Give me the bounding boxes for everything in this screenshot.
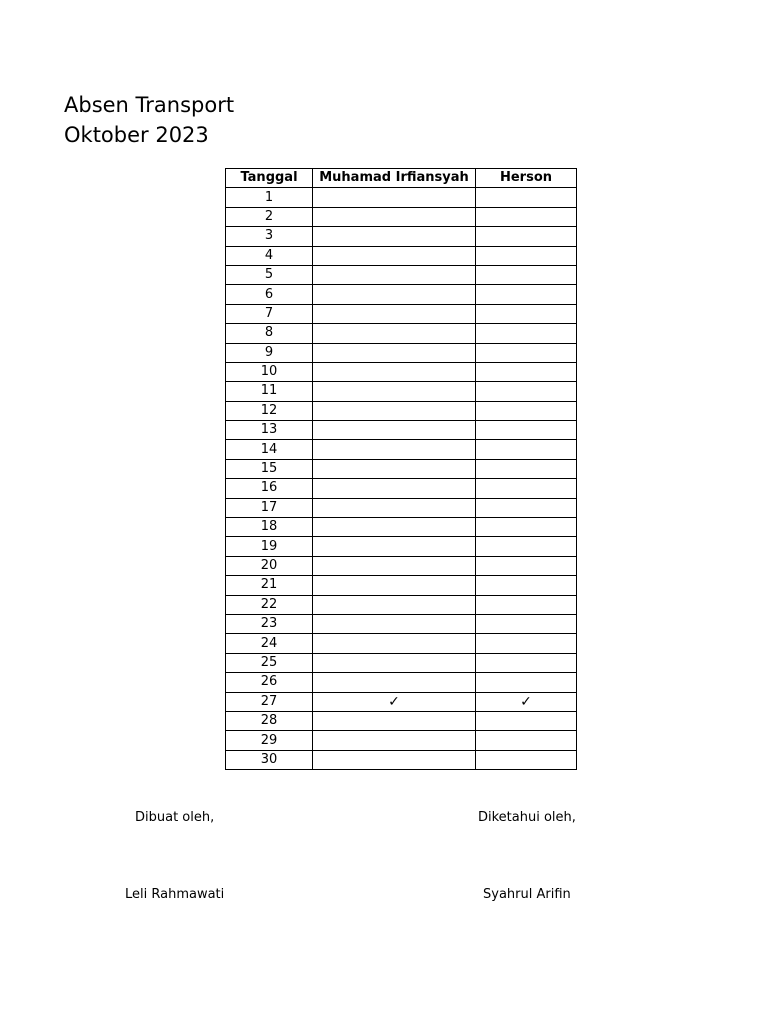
- date-cell: 24: [226, 634, 313, 653]
- signature-left-label: Dibuat oleh,: [135, 810, 215, 825]
- person-2-cell: [476, 731, 577, 750]
- table-row: [226, 324, 577, 343]
- date-cell: 29: [226, 731, 313, 750]
- date-cell: 18: [226, 518, 313, 537]
- date-cell: 12: [226, 401, 313, 420]
- person-1-cell: [313, 731, 476, 750]
- person-2-cell: [476, 246, 577, 265]
- person-1-cell: [313, 382, 476, 401]
- date-cell: 8: [226, 324, 313, 343]
- person-2-cell: [476, 207, 577, 226]
- person-1-cell: ✓: [313, 692, 476, 711]
- person-2-cell: [476, 479, 577, 498]
- person-1-cell: [313, 614, 476, 633]
- date-cell: 19: [226, 537, 313, 556]
- person-2-cell: [476, 518, 577, 537]
- table-row: [226, 750, 577, 769]
- person-1-cell: [313, 479, 476, 498]
- person-2-cell: ✓: [476, 692, 577, 711]
- table-row: [226, 421, 577, 440]
- date-cell: 15: [226, 459, 313, 478]
- person-2-cell: [476, 653, 577, 672]
- date-cell: 7: [226, 304, 313, 323]
- person-1-cell: [313, 518, 476, 537]
- person-1-cell: [313, 343, 476, 362]
- signature-right-label: Diketahui oleh,: [478, 810, 576, 825]
- table-row: [226, 537, 577, 556]
- person-1-cell: [313, 653, 476, 672]
- table-row: [226, 343, 577, 362]
- person-2-cell: [476, 265, 577, 284]
- table-row: [226, 711, 577, 730]
- person-1-cell: [313, 188, 476, 207]
- person-1-cell: [313, 246, 476, 265]
- person-2-cell: [476, 401, 577, 420]
- date-cell: 5: [226, 265, 313, 284]
- person-1-cell: [313, 750, 476, 769]
- person-1-cell: [313, 362, 476, 381]
- table-row: [226, 227, 577, 246]
- signature-left-name: Leli Rahmawati: [125, 887, 225, 902]
- title-line-2: Oktober 2023: [64, 123, 209, 147]
- person-2-cell: [476, 188, 577, 207]
- table-row: [226, 614, 577, 633]
- header-person-1: Muhamad Irfiansyah: [313, 169, 476, 188]
- date-cell: 13: [226, 421, 313, 440]
- date-cell: 16: [226, 479, 313, 498]
- date-cell: 1: [226, 188, 313, 207]
- table-row: [226, 382, 577, 401]
- person-2-cell: [476, 576, 577, 595]
- title-line-1: Absen Transport: [64, 93, 235, 117]
- table-row: [226, 595, 577, 614]
- person-2-cell: [476, 711, 577, 730]
- table-row: [226, 498, 577, 517]
- table-row: [226, 188, 577, 207]
- table-row: [226, 285, 577, 304]
- date-cell: 22: [226, 595, 313, 614]
- date-cell: 4: [226, 246, 313, 265]
- table-row: [226, 401, 577, 420]
- person-2-cell: [476, 304, 577, 323]
- page-title: [64, 90, 234, 150]
- person-2-cell: [476, 595, 577, 614]
- table-row: [226, 576, 577, 595]
- person-2-cell: [476, 750, 577, 769]
- table-row: [226, 246, 577, 265]
- person-2-cell: [476, 614, 577, 633]
- date-cell: 25: [226, 653, 313, 672]
- date-cell: 6: [226, 285, 313, 304]
- date-cell: 27: [226, 692, 313, 711]
- date-cell: 14: [226, 440, 313, 459]
- person-2-cell: [476, 556, 577, 575]
- person-2-cell: [476, 537, 577, 556]
- date-cell: 21: [226, 576, 313, 595]
- table-row: [226, 362, 577, 381]
- person-1-cell: [313, 673, 476, 692]
- person-1-cell: [313, 440, 476, 459]
- person-1-cell: [313, 556, 476, 575]
- person-2-cell: [476, 324, 577, 343]
- table-row: [226, 304, 577, 323]
- person-1-cell: [313, 498, 476, 517]
- table-row: [226, 731, 577, 750]
- attendance-table: [225, 168, 577, 770]
- table-body: [226, 188, 577, 770]
- date-cell: 26: [226, 673, 313, 692]
- person-2-cell: [476, 285, 577, 304]
- person-2-cell: [476, 227, 577, 246]
- person-1-cell: [313, 634, 476, 653]
- table-row: [226, 440, 577, 459]
- table-row: [226, 634, 577, 653]
- person-2-cell: [476, 343, 577, 362]
- person-1-cell: [313, 227, 476, 246]
- table-row: [226, 479, 577, 498]
- header-person-2: Herson: [476, 169, 577, 188]
- person-1-cell: [313, 304, 476, 323]
- table-row: [226, 459, 577, 478]
- date-cell: 30: [226, 750, 313, 769]
- table-row: [226, 673, 577, 692]
- person-1-cell: [313, 711, 476, 730]
- person-2-cell: [476, 498, 577, 517]
- date-cell: 10: [226, 362, 313, 381]
- person-1-cell: [313, 265, 476, 284]
- person-2-cell: [476, 440, 577, 459]
- table-row: [226, 265, 577, 284]
- date-cell: 28: [226, 711, 313, 730]
- header-date: Tanggal: [226, 169, 313, 188]
- date-cell: 20: [226, 556, 313, 575]
- date-cell: 23: [226, 614, 313, 633]
- person-2-cell: [476, 459, 577, 478]
- person-2-cell: [476, 382, 577, 401]
- date-cell: 2: [226, 207, 313, 226]
- person-1-cell: [313, 324, 476, 343]
- table-header-row: [226, 169, 577, 188]
- person-1-cell: [313, 459, 476, 478]
- person-2-cell: [476, 362, 577, 381]
- signature-right-name: Syahrul Arifin: [483, 887, 571, 902]
- date-cell: 3: [226, 227, 313, 246]
- date-cell: 9: [226, 343, 313, 362]
- person-1-cell: [313, 576, 476, 595]
- person-1-cell: [313, 401, 476, 420]
- person-2-cell: [476, 634, 577, 653]
- date-cell: 11: [226, 382, 313, 401]
- person-1-cell: [313, 285, 476, 304]
- table-row: [226, 556, 577, 575]
- table-row: [226, 653, 577, 672]
- table-row: [226, 518, 577, 537]
- person-2-cell: [476, 421, 577, 440]
- date-cell: 17: [226, 498, 313, 517]
- person-1-cell: [313, 595, 476, 614]
- person-2-cell: [476, 673, 577, 692]
- table-row: [226, 207, 577, 226]
- table-row: [226, 692, 577, 711]
- person-1-cell: [313, 537, 476, 556]
- person-1-cell: [313, 207, 476, 226]
- person-1-cell: [313, 421, 476, 440]
